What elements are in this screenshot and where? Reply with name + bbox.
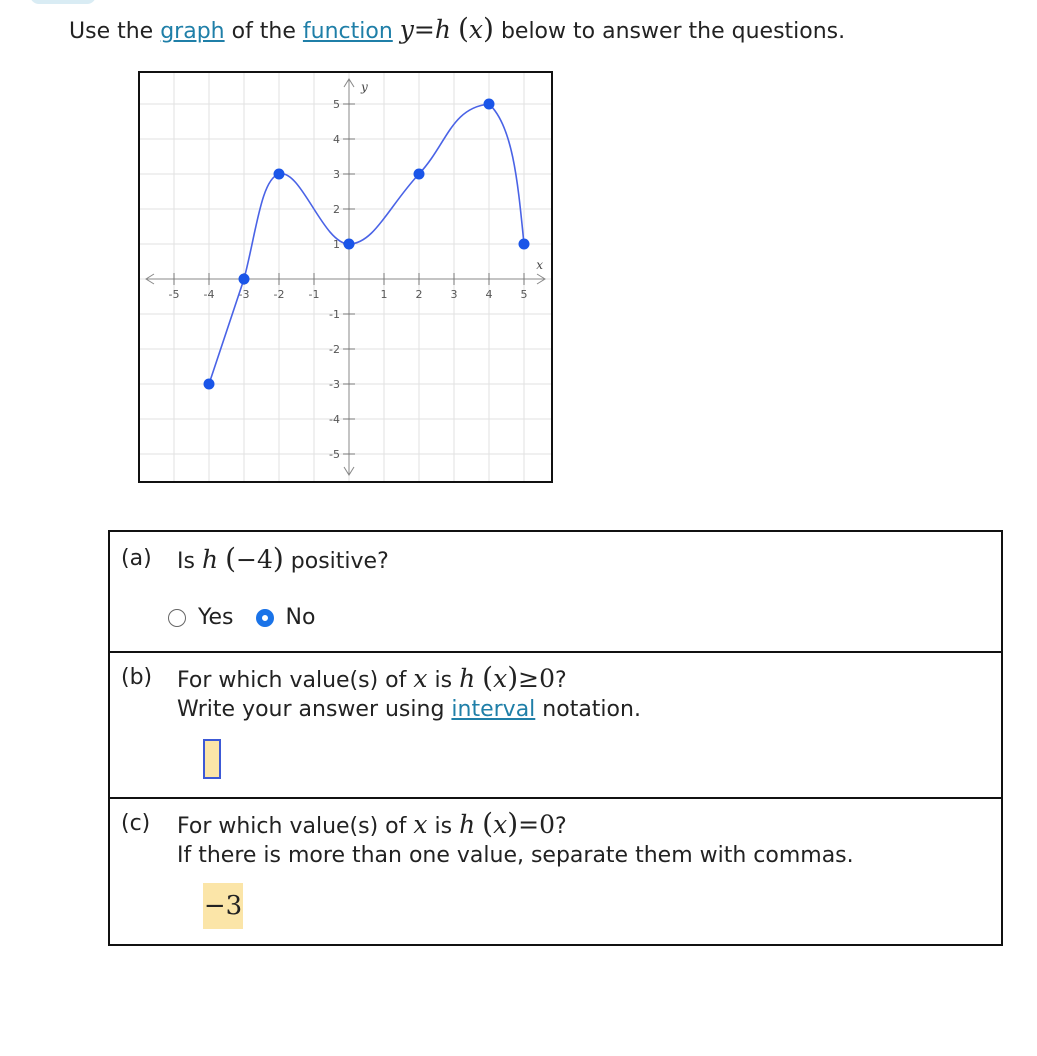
question-c-paren-open: ( <box>482 807 494 840</box>
graph-point <box>204 379 215 390</box>
question-a-text <box>177 542 389 575</box>
x-tick-label: -1 <box>308 288 320 301</box>
graph-canvas <box>140 73 551 481</box>
question-c-relation: =0 <box>518 810 556 839</box>
question-c-paren-close: ) <box>507 807 519 840</box>
x-tick-label: 5 <box>520 288 528 301</box>
question-b-instruction-post: notation. <box>542 697 641 722</box>
y-tick-label: 5 <box>333 98 340 111</box>
question-b-arg: x <box>493 664 508 693</box>
y-tick-label: 3 <box>333 168 340 181</box>
radio-yes[interactable] <box>168 609 186 627</box>
question-a-h: h <box>201 545 219 574</box>
function-graph <box>138 71 553 483</box>
question-b-h: h <box>459 664 476 693</box>
x-tick-label: 1 <box>380 288 388 301</box>
eq-paren-open: ( <box>457 12 469 45</box>
intro-sentence <box>69 12 845 45</box>
question-c-is: is <box>434 814 453 839</box>
y-tick-label: -2 <box>329 343 340 356</box>
x-tick-label: 4 <box>485 288 493 301</box>
question-a-row <box>110 532 1001 653</box>
x-tick-label: -3 <box>238 288 250 301</box>
x-tick-label: -5 <box>168 288 180 301</box>
question-b-qmark: ? <box>555 668 567 693</box>
y-tick-label: -4 <box>329 413 340 426</box>
question-c-letter: (c) <box>121 811 151 836</box>
graph-point <box>519 239 530 250</box>
graph-point <box>274 169 285 180</box>
question-c-qmark: ? <box>555 814 567 839</box>
top-tab-nub <box>30 0 96 4</box>
question-c-answer-input[interactable]: −3 <box>203 883 243 929</box>
radio-no[interactable] <box>256 609 274 627</box>
question-b-text <box>177 661 567 694</box>
radio-no-label[interactable]: No <box>285 605 316 630</box>
question-a-paren-close: ) <box>272 542 284 575</box>
question-b-pre: For which value(s) of <box>177 668 407 693</box>
eq-y: y <box>399 15 414 44</box>
y-tick-label: 2 <box>333 203 340 216</box>
eq-h: h <box>434 15 451 44</box>
graph-link[interactable]: graph <box>160 19 225 44</box>
question-c-row <box>110 799 1001 944</box>
question-a-options <box>168 605 337 630</box>
question-b-instruction-pre: Write your answer using <box>177 697 445 722</box>
x-tick-label: -4 <box>203 288 215 301</box>
y-tick-label: -3 <box>329 378 340 391</box>
question-b-x: x <box>413 664 428 693</box>
graph-point <box>484 99 495 110</box>
question-b-row <box>110 653 1001 799</box>
question-a-letter: (a) <box>121 546 152 571</box>
eq-paren-close: ) <box>483 12 494 45</box>
question-a-tail: positive? <box>290 549 389 574</box>
question-c-arg: x <box>493 810 508 839</box>
question-b-instruction <box>177 697 641 722</box>
question-c-instruction: If there is more than one value, separate them with commas. <box>177 843 854 868</box>
x-tick-label: 2 <box>415 288 423 301</box>
question-a-paren-open: ( <box>225 542 236 575</box>
question-b-answer-input[interactable] <box>203 739 221 779</box>
graph-point <box>239 274 250 285</box>
graph-point <box>414 169 425 180</box>
eq-x: x <box>468 15 484 44</box>
eq-sign: = <box>413 15 435 44</box>
question-c-text <box>177 807 567 840</box>
y-tick-label: 4 <box>333 133 340 146</box>
question-a-arg: −4 <box>236 545 273 574</box>
question-b-relation: ≥0 <box>518 664 556 693</box>
question-c-x: x <box>413 810 428 839</box>
y-axis-label: y <box>361 80 368 94</box>
intro-mid: of the <box>224 19 303 44</box>
x-axis-label: x <box>536 258 543 272</box>
interval-link[interactable]: interval <box>451 697 536 722</box>
radio-yes-label[interactable]: Yes <box>198 605 234 630</box>
question-b-letter: (b) <box>121 665 153 690</box>
graph-point <box>344 239 355 250</box>
y-tick-label: -1 <box>329 308 340 321</box>
y-tick-label: -5 <box>329 448 340 461</box>
function-link[interactable]: function <box>302 19 393 44</box>
question-b-is: is <box>434 668 453 693</box>
y-tick-label: 1 <box>333 238 340 251</box>
question-c-pre: For which value(s) of <box>177 814 407 839</box>
x-tick-label: 3 <box>450 288 458 301</box>
question-b-paren-close: ) <box>507 661 519 694</box>
question-b-paren-open: ( <box>482 661 494 694</box>
x-tick-label: -2 <box>273 288 285 301</box>
question-a-is: Is <box>177 549 195 574</box>
intro-prefix: Use the <box>69 19 161 44</box>
question-c-h: h <box>459 810 476 839</box>
questions-table <box>108 530 1003 946</box>
intro-suffix: below to answer the questions. <box>493 19 846 44</box>
